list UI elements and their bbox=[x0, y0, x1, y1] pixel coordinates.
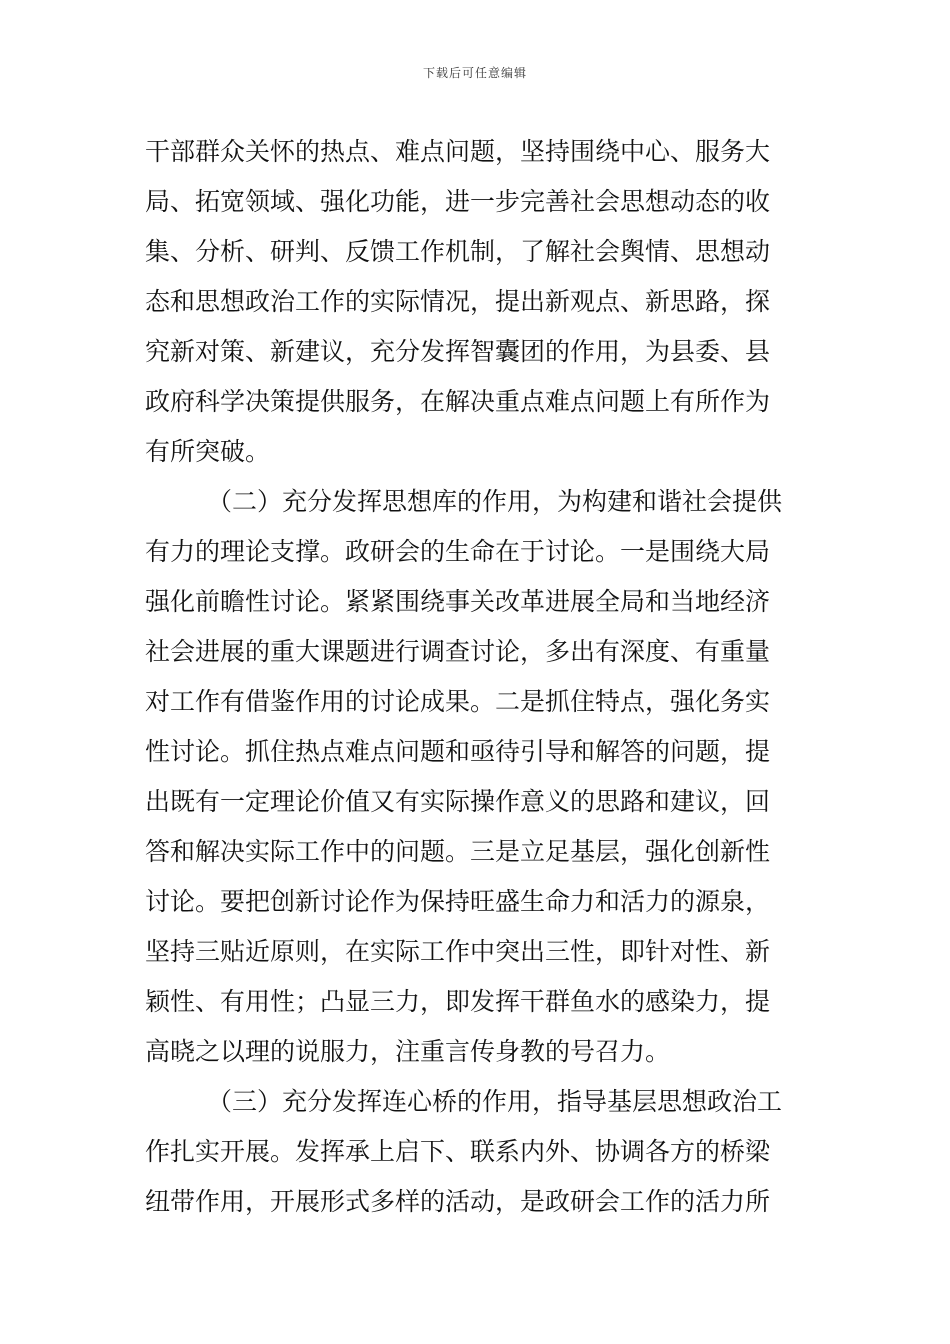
text-line: 究新对策、新建议，充分发挥智囊团的作用，为县委、县 bbox=[145, 337, 771, 366]
text-line: 讨论。要把创新讨论作为保持旺盛生命力和活力的源泉， bbox=[145, 887, 771, 916]
section-heading-line: （三）充分发挥连心桥的作用，指导基层思想政治工 bbox=[207, 1087, 783, 1116]
text-line: 社会进展的重大课题进行调查讨论，多出有深度、有重量 bbox=[145, 637, 771, 666]
text-line: 高晓之以理的说服力，注重言传身教的号召力。 bbox=[145, 1037, 671, 1066]
text-line: 有所突破。 bbox=[145, 437, 271, 466]
text-line: 集、分析、研判、反馈工作机制，了解社会舆情、思想动 bbox=[145, 237, 771, 266]
document-body bbox=[145, 127, 817, 1227]
text-line: 强化前瞻性讨论。紧紧围绕事关改革进展全局和当地经济 bbox=[145, 587, 771, 616]
text-line: 态和思想政治工作的实际情况，提出新观点、新思路，探 bbox=[145, 287, 771, 316]
text-line: 有力的理论支撑。政研会的生命在于讨论。一是围绕大局 bbox=[145, 537, 771, 566]
download-note: 下载后可任意编辑 bbox=[422, 66, 527, 80]
text-line: 政府科学决策提供服务，在解决重点难点问题上有所作为 bbox=[145, 387, 771, 416]
text-line: 对工作有借鉴作用的讨论成果。二是抓住特点，强化务实 bbox=[145, 687, 771, 716]
text-line: 纽带作用，开展形式多样的活动，是政研会工作的活力所 bbox=[145, 1187, 771, 1216]
text-line: 局、拓宽领域、强化功能，进一步完善社会思想动态的收 bbox=[145, 187, 771, 216]
text-line: 颖性、有用性；凸显三力，即发挥干群鱼水的感染力，提 bbox=[145, 987, 771, 1016]
text-line: 作扎实开展。发挥承上启下、联系内外、协调各方的桥梁 bbox=[145, 1137, 771, 1166]
text-line: 答和解决实际工作中的问题。三是立足基层，强化创新性 bbox=[145, 837, 771, 866]
text-line: 出既有一定理论价值又有实际操作意义的思路和建议，回 bbox=[145, 787, 771, 816]
text-line: 干部群众关怀的热点、难点问题，坚持围绕中心、服务大 bbox=[145, 137, 771, 166]
section-heading-line: （二）充分发挥思想库的作用，为构建和谐社会提供 bbox=[207, 487, 783, 516]
text-line: 性讨论。抓住热点难点问题和亟待引导和解答的问题，提 bbox=[145, 737, 771, 766]
text-line: 坚持三贴近原则，在实际工作中突出三性，即针对性、新 bbox=[145, 937, 771, 966]
